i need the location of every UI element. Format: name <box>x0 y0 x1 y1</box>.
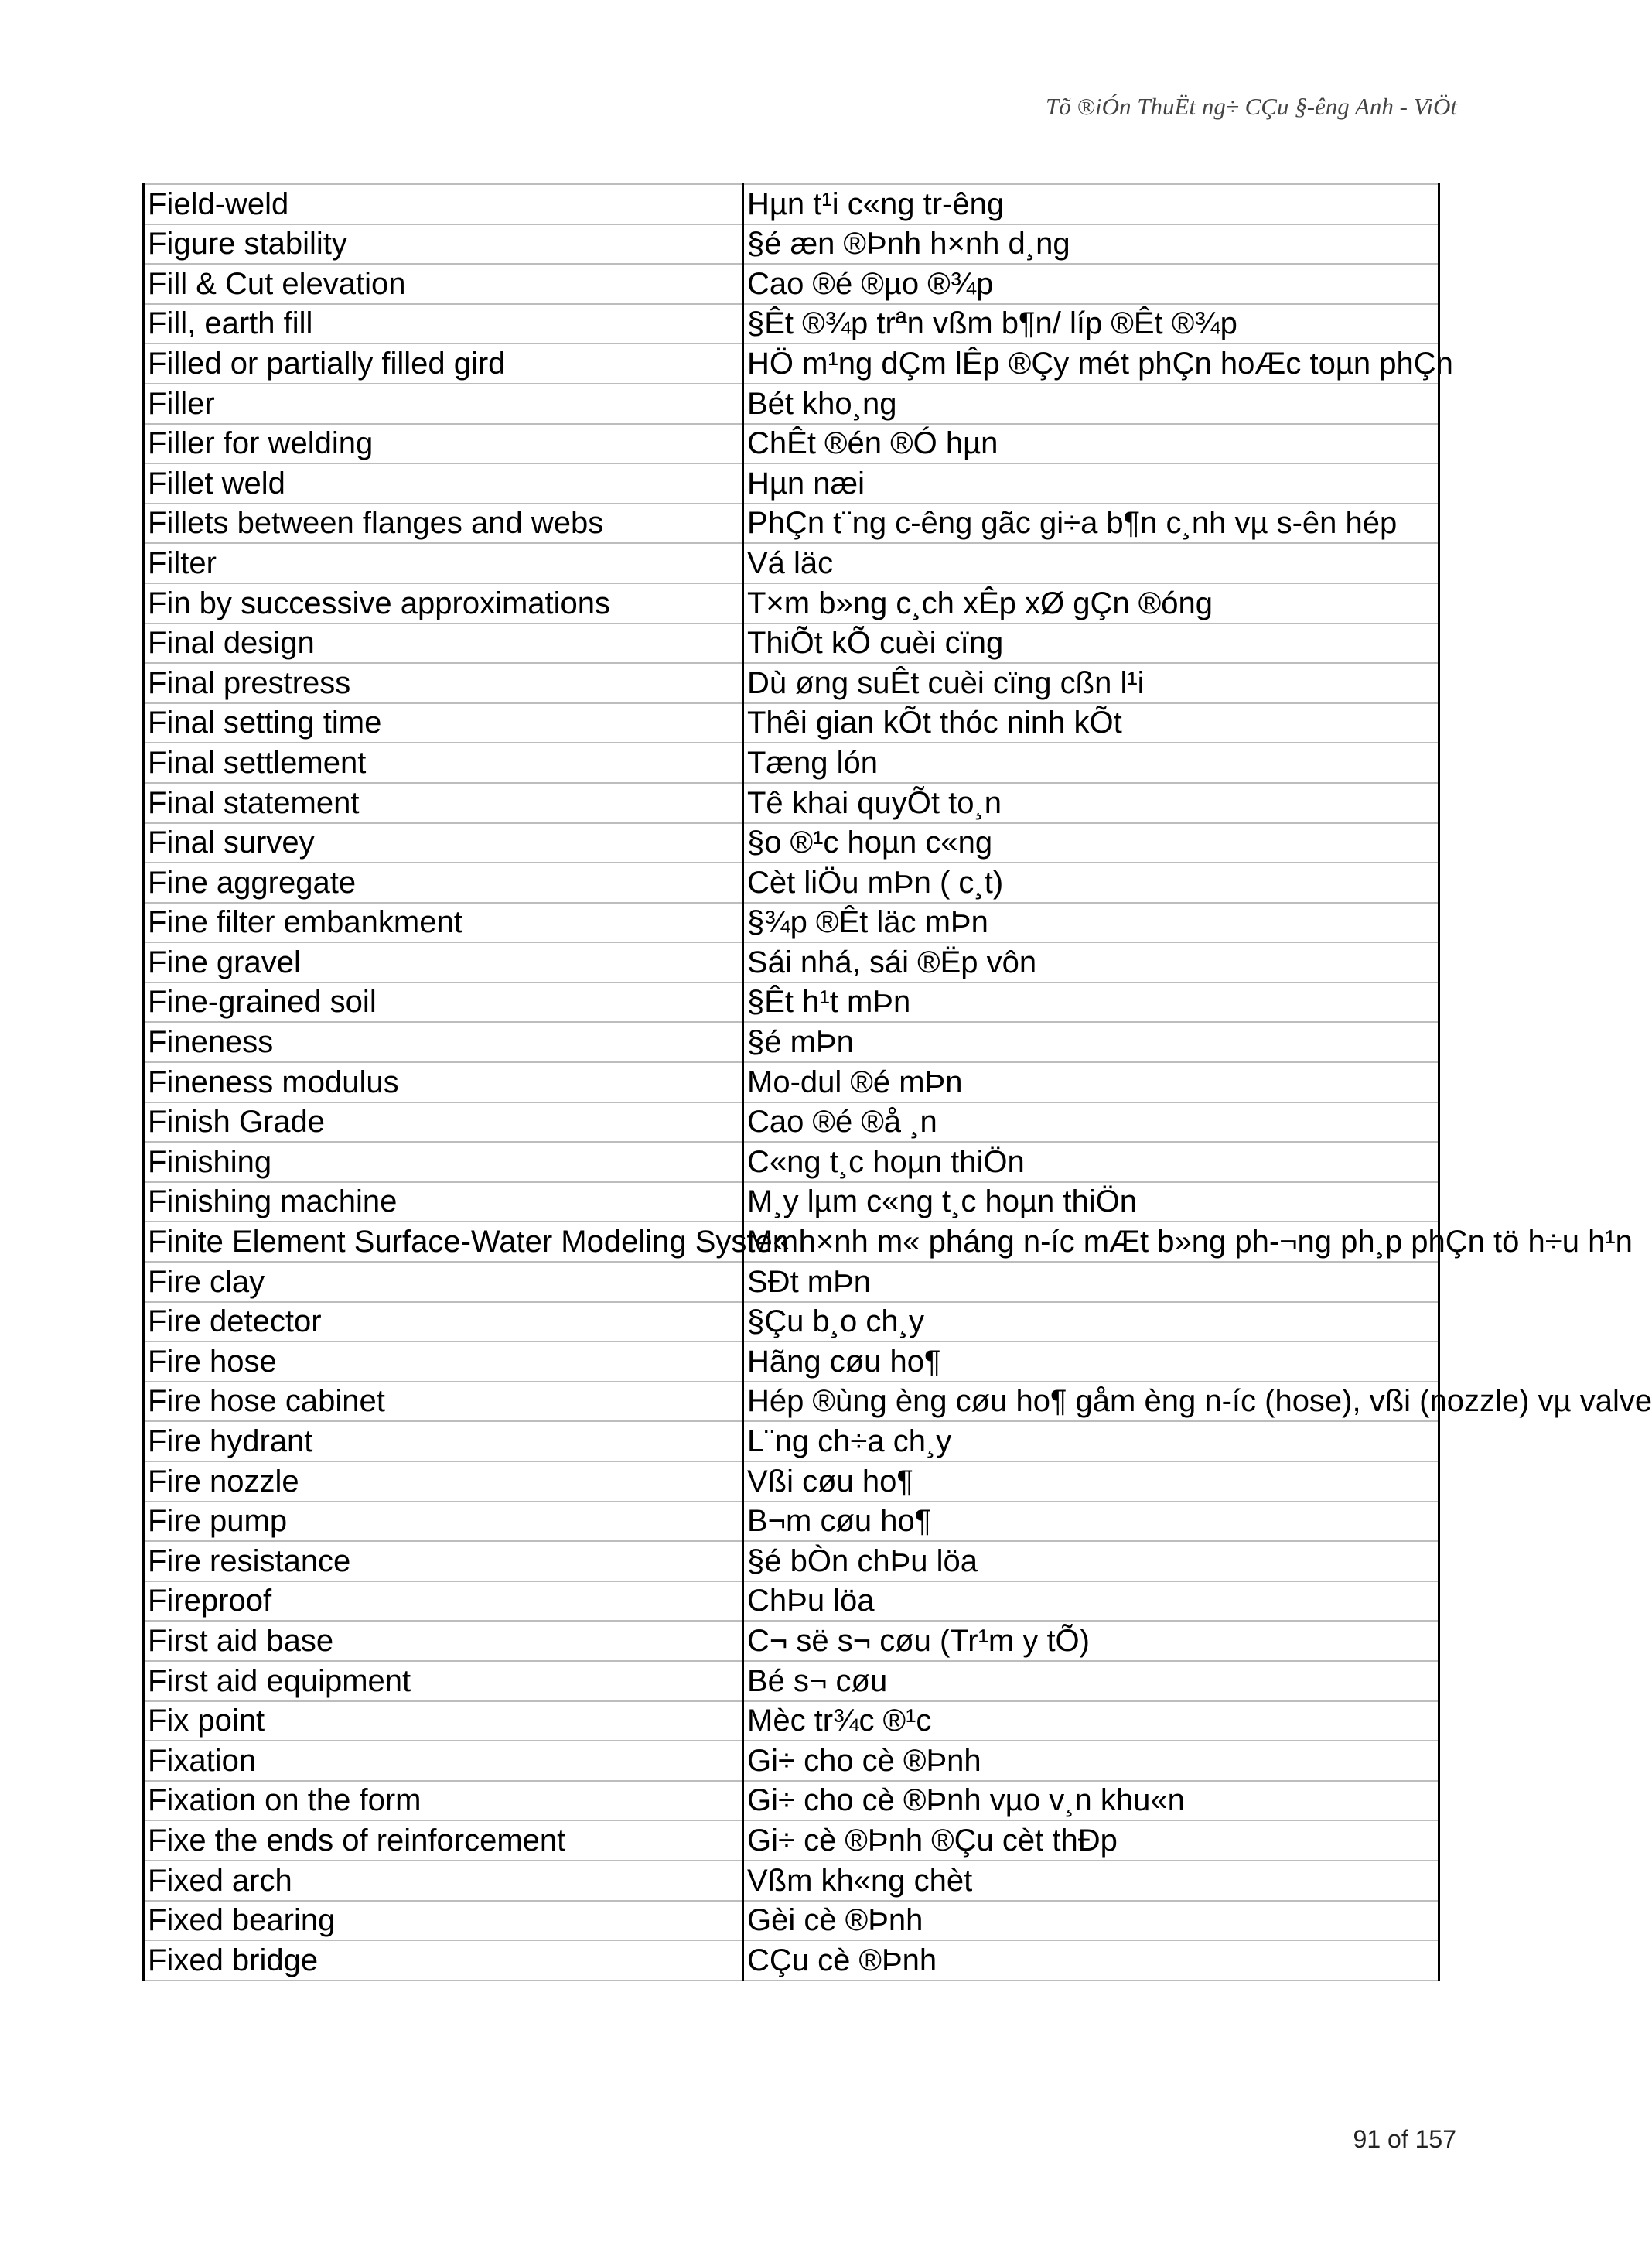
table-row <box>144 224 1439 265</box>
table-row <box>144 823 1439 863</box>
table-row <box>144 1102 1439 1143</box>
table-row <box>144 1421 1439 1461</box>
glossary-table <box>142 183 1652 1981</box>
table-row <box>144 942 1439 983</box>
term-cell: Final survey <box>144 823 743 863</box>
definition-cell: Dù øng suÊt cuèi cïng cßn l¹i <box>743 663 1439 703</box>
term-cell: Finishing <box>144 1142 743 1182</box>
term-cell: Fillets between flanges and webs <box>144 504 743 544</box>
term-cell: Final statement <box>144 783 743 823</box>
definition-cell: ThiÕt kÕ cuèi cïng <box>743 624 1439 664</box>
definition-cell: B¬m cøu ho¶ <box>743 1502 1439 1542</box>
term-cell: Finite Element Surface-Water Modeling System <box>144 1222 743 1262</box>
table-row <box>144 1182 1439 1222</box>
term-cell: Fineness <box>144 1022 743 1062</box>
term-cell: Fillet weld <box>144 463 743 504</box>
definition-cell: §Êt ®¾p trªn vßm b¶n/ líp ®Êt ®¾p <box>743 304 1439 344</box>
definition-cell: §¾p ®Êt läc mÞn <box>743 903 1439 943</box>
table-row <box>144 184 1439 224</box>
term-cell: Filler for welding <box>144 424 743 464</box>
definition-cell: Bé s¬ cøu <box>743 1661 1439 1701</box>
table-row <box>144 424 1439 464</box>
table-row <box>144 983 1439 1023</box>
term-cell: Fine gravel <box>144 942 743 983</box>
definition-cell: §Êt h¹t mÞn <box>743 983 1439 1023</box>
definition-cell: §é bÒn chÞu löa <box>743 1541 1439 1581</box>
definition-cell: Cèt liÖu mÞn ( c¸t) <box>743 863 1439 903</box>
table-row <box>144 583 1439 624</box>
term-cell: Fire hydrant <box>144 1421 743 1461</box>
definition-cell: Cao ®é ®å ¸n <box>743 1102 1439 1143</box>
table-row <box>144 903 1439 943</box>
term-cell: Fill & Cut elevation <box>144 264 743 304</box>
table-row <box>144 543 1439 583</box>
table-row <box>144 1302 1439 1342</box>
term-cell: Fine aggregate <box>144 863 743 903</box>
table-row <box>144 1222 1439 1262</box>
definition-cell: Mo-dul ®é mÞn <box>743 1062 1439 1102</box>
definition-cell: Hµn t¹i c«ng tr-êng <box>743 184 1439 224</box>
definition-cell: Bét kho¸ng <box>743 384 1439 424</box>
term-cell: Filled or partially filled gird <box>144 343 743 384</box>
definition-cell: SÐt mÞn <box>743 1262 1439 1302</box>
term-cell: Fire resistance <box>144 1541 743 1581</box>
table-row <box>144 743 1439 783</box>
table-row <box>144 1502 1439 1542</box>
term-cell: Fire detector <box>144 1302 743 1342</box>
definition-cell: Gi÷ cho cè ®Þnh <box>743 1741 1439 1781</box>
term-cell: Finishing machine <box>144 1182 743 1222</box>
term-cell: Fire hose cabinet <box>144 1382 743 1422</box>
term-cell: Filter <box>144 543 743 583</box>
definition-cell: Tê khai quyÕt to¸n <box>743 783 1439 823</box>
definition-cell: Hãng cøu ho¶ <box>743 1341 1439 1382</box>
term-cell: Fire nozzle <box>144 1461 743 1502</box>
definition-cell: Sái nhá, sái ®Ëp vôn <box>743 942 1439 983</box>
table-row <box>144 1820 1439 1861</box>
table-row <box>144 343 1439 384</box>
definition-cell: Vßi cøu ho¶ <box>743 1461 1439 1502</box>
definition-cell: Hép ®ùng èng cøu ho¶ gåm èng n-íc (hose), vßi (nozzle) vµ valve <box>743 1382 1439 1422</box>
definition-cell: C«ng t¸c hoµn thiÖn <box>743 1142 1439 1182</box>
definition-cell: ChÊt ®én ®Ó hµn <box>743 424 1439 464</box>
definition-cell: Vßm kh«ng chèt <box>743 1861 1439 1901</box>
term-cell: Field-weld <box>144 184 743 224</box>
term-cell: Fire clay <box>144 1262 743 1302</box>
table-row <box>144 1581 1439 1622</box>
definition-cell: Hµn næi <box>743 463 1439 504</box>
definition-cell: Gèi cè ®Þnh <box>743 1901 1439 1941</box>
page-number: 91 of 157 <box>1353 2125 1456 2153</box>
table-row <box>144 504 1439 544</box>
term-cell: Fixation <box>144 1741 743 1781</box>
table-row <box>144 1142 1439 1182</box>
table-row <box>144 264 1439 304</box>
table-row <box>144 1541 1439 1581</box>
term-cell: Fill, earth fill <box>144 304 743 344</box>
table-row <box>144 304 1439 344</box>
page-header: Tõ ®iÓn ThuËt ng÷ CÇu §-êng Anh - ViÖt <box>1046 93 1457 120</box>
table-row <box>144 1621 1439 1661</box>
term-cell: Final design <box>144 624 743 664</box>
definition-cell: CÇu cè ®Þnh <box>743 1940 1439 1981</box>
term-cell: Final settlement <box>144 743 743 783</box>
table-row <box>144 624 1439 664</box>
definition-cell: PhÇn t¨ng c-êng gãc gi÷a b¶n c¸nh vµ s-ên hép <box>743 504 1439 544</box>
table-row <box>144 1341 1439 1382</box>
definition-cell: M« h×nh m« pháng n-íc mÆt b»ng ph-¬ng ph¸p phÇn tö h÷u h¹n <box>743 1222 1439 1262</box>
definition-cell: M¸y lµm c«ng t¸c hoµn thiÖn <box>743 1182 1439 1222</box>
table-row <box>144 1461 1439 1502</box>
term-cell: Fire pump <box>144 1502 743 1542</box>
definition-cell: §é æn ®Þnh h×nh d¸ng <box>743 224 1439 265</box>
term-cell: Fix point <box>144 1701 743 1741</box>
term-cell: Filler <box>144 384 743 424</box>
term-cell: Final setting time <box>144 703 743 743</box>
definition-cell: HÖ m¹ng dÇm lÊp ®Çy mét phÇn hoÆc toµn phÇn <box>743 343 1439 384</box>
table-row <box>144 1901 1439 1941</box>
term-cell: First aid base <box>144 1621 743 1661</box>
term-cell: Fireproof <box>144 1581 743 1622</box>
term-cell: Fixed bearing <box>144 1901 743 1941</box>
term-cell: Final prestress <box>144 663 743 703</box>
term-cell: Fixation on the form <box>144 1781 743 1821</box>
table-row <box>144 1741 1439 1781</box>
table-row <box>144 463 1439 504</box>
table-row <box>144 1861 1439 1901</box>
definition-cell: §é mÞn <box>743 1022 1439 1062</box>
definition-cell: C¬ së s¬ cøu (Tr¹m y tÕ) <box>743 1621 1439 1661</box>
table-row <box>144 1062 1439 1102</box>
term-cell: Fire hose <box>144 1341 743 1382</box>
table-row <box>144 1262 1439 1302</box>
term-cell: First aid equipment <box>144 1661 743 1701</box>
table-row <box>144 1781 1439 1821</box>
term-cell: Fin by successive approximations <box>144 583 743 624</box>
definition-cell: Gi÷ cè ®Þnh ®Çu cèt thÐp <box>743 1820 1439 1861</box>
term-cell: Fixed bridge <box>144 1940 743 1981</box>
table-row <box>144 663 1439 703</box>
term-cell: Fixe the ends of reinforcement <box>144 1820 743 1861</box>
table-row <box>144 1022 1439 1062</box>
table-row <box>144 384 1439 424</box>
definition-cell: L¨ng ch÷a ch¸y <box>743 1421 1439 1461</box>
term-cell: Figure stability <box>144 224 743 265</box>
definition-cell: Gi÷ cho cè ®Þnh vµo v¸n khu«n <box>743 1781 1439 1821</box>
term-cell: Fine filter embankment <box>144 903 743 943</box>
definition-cell: T×m b»ng c¸ch xÊp xØ gÇn ®óng <box>743 583 1439 624</box>
table-row <box>144 1661 1439 1701</box>
table-row <box>144 703 1439 743</box>
term-cell: Fixed arch <box>144 1861 743 1901</box>
table-row <box>144 863 1439 903</box>
definition-cell: §Çu b¸o ch¸y <box>743 1302 1439 1342</box>
definition-cell: Cao ®é ®µo ®¾p <box>743 264 1439 304</box>
definition-cell: §o ®¹c hoµn c«ng <box>743 823 1439 863</box>
definition-cell: Vá läc <box>743 543 1439 583</box>
term-cell: Fineness modulus <box>144 1062 743 1102</box>
table-row <box>144 1382 1439 1422</box>
table-row <box>144 1940 1439 1981</box>
definition-cell: Mèc tr¾c ®¹c <box>743 1701 1439 1741</box>
definition-cell: Thêi gian kÕt thóc ninh kÕt <box>743 703 1439 743</box>
table-row <box>144 783 1439 823</box>
definition-cell: Tæng lón <box>743 743 1439 783</box>
term-cell: Fine-grained soil <box>144 983 743 1023</box>
definition-cell: ChÞu löa <box>743 1581 1439 1622</box>
term-cell: Finish Grade <box>144 1102 743 1143</box>
table-row <box>144 1701 1439 1741</box>
